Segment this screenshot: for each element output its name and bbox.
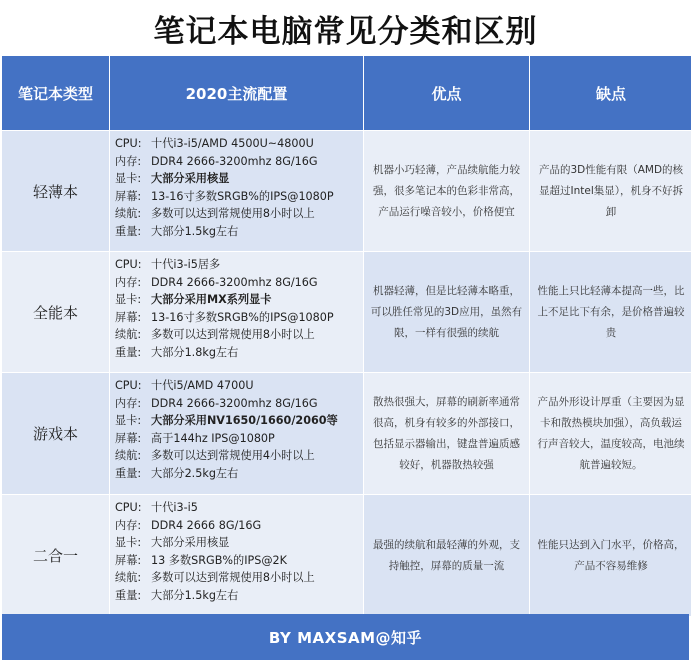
config-line: 重量: 大部分1.5kg左右 <box>115 224 239 238</box>
config-line: 屏幕: 13-16寸多数SRGB%的IPS@1080P <box>115 189 334 203</box>
row-type: 全能本 <box>2 252 109 372</box>
comparison-table <box>2 56 689 612</box>
row-config <box>110 131 363 251</box>
config-line: 显卡: 大部分采用核显 <box>115 536 230 550</box>
config-line: CPU: 十代i5/AMD 4700U <box>115 379 254 392</box>
row-cons: 性能只达到入门水平，价格高，产品不容易维修 <box>530 495 691 616</box>
config-line: 显卡: 大部分采用核显 <box>115 172 230 186</box>
row-pros: 散热很强大，屏幕的刷新率通常很高，机身有较多的外部接口，包括显示器输出，键盘普遍质感较好，机器散热较强 <box>364 373 529 494</box>
config-line: 屏幕: 高于144hz IPS@1080P <box>115 431 275 445</box>
row-config <box>110 373 363 494</box>
footer-credit: BY MAXSAM@知乎 <box>2 614 689 660</box>
config-line: 续航: 多数可以达到常规使用8小时以上 <box>115 571 315 585</box>
page-title: 笔记本电脑常见分类和区别 <box>153 13 538 50</box>
config-line: CPU: 十代i3-i5 <box>115 501 198 514</box>
config-line: 续航: 多数可以达到常规使用8小时以上 <box>115 207 315 221</box>
row-cons: 产品外形设计厚重（主要因为显卡和散热模块加强），高负载运行声音较大，温度较高，电池续航普遍较短。 <box>530 373 691 494</box>
row-type: 二合一 <box>2 495 109 616</box>
config-line: 续航: 多数可以达到常规使用4小时以上 <box>115 449 315 463</box>
header-pros: 优点 <box>364 56 529 130</box>
row-pros: 机器小巧轻薄，产品续航能力较强，很多笔记本的色彩非常高，产品运行噪音较小，价格便宜 <box>364 131 529 251</box>
config-line: 内存: DDR4 2666-3200mhz 8G/16G <box>115 396 318 410</box>
config-line: 屏幕: 13-16寸多数SRGB%的IPS@1080P <box>115 310 334 324</box>
row-pros: 机器轻薄，但是比轻薄本略重，可以胜任常见的3D应用，虽然有限，一样有很强的续航 <box>364 252 529 372</box>
row-pros: 最强的续航和最轻薄的外观，支持触控，屏幕的质量一流 <box>364 495 529 616</box>
config-line: 重量: 大部分2.5kg左右 <box>115 466 239 480</box>
config-line: 内存: DDR4 2666-3200mhz 8G/16G <box>115 154 318 168</box>
row-cons: 性能上只比轻薄本提高一些，比上不足比下有余，是价格普遍较贵 <box>530 252 691 372</box>
config-line: 重量: 大部分1.5kg左右 <box>115 588 239 602</box>
config-line: 屏幕: 13 多数SRGB%的IPS@2K <box>115 553 287 567</box>
config-line: 内存: DDR4 2666 8G/16G <box>115 518 262 532</box>
config-line: 显卡: 大部分采用MX系列显卡 <box>115 293 272 307</box>
row-type: 游戏本 <box>2 373 109 494</box>
row-config <box>110 495 363 616</box>
row-cons: 产品的3D性能有限（AMD的核显超过Intel集显），机身不好拆卸 <box>530 131 691 251</box>
header-type: 笔记本类型 <box>2 56 109 130</box>
config-line: 续航: 多数可以达到常规使用8小时以上 <box>115 328 315 342</box>
config-line: 显卡: 大部分采用NV1650/1660/2060等 <box>115 414 338 428</box>
config-line: 内存: DDR4 2666-3200mhz 8G/16G <box>115 275 318 289</box>
header-config: 2020主流配置 <box>110 56 363 130</box>
config-line: 重量: 大部分1.8kg左右 <box>115 345 239 359</box>
config-line: CPU: 十代i3-i5居多 <box>115 258 221 271</box>
row-type: 轻薄本 <box>2 131 109 251</box>
row-config <box>110 252 363 372</box>
config-line: CPU: 十代i3-i5/AMD 4500U~4800U <box>115 137 314 150</box>
header-cons: 缺点 <box>530 56 691 130</box>
